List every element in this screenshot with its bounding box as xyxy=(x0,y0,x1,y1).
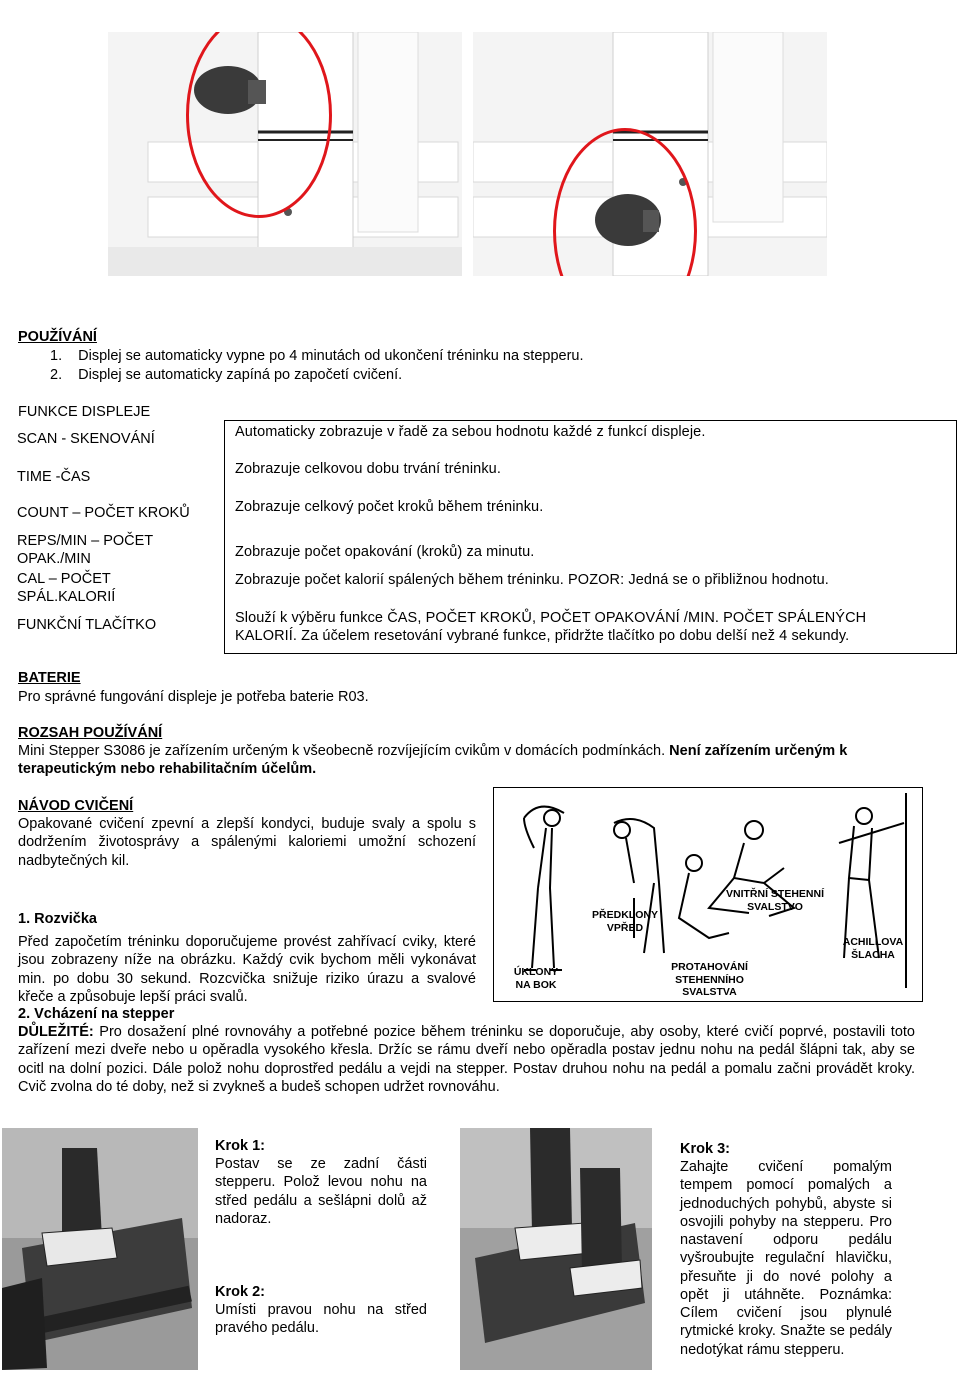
exercise-label-thigh-stretch-line2: SVALSTVA xyxy=(682,986,737,999)
usage-item-1-text: Displej se automaticky vypne po 4 minutách od ukončení tréninku na stepperu. xyxy=(78,348,584,364)
function-name-cal-line1: CAL – POČET xyxy=(17,571,111,587)
exercise-label-side-bend-line2: NA BOK xyxy=(515,978,557,991)
function-desc-cal: Zobrazuje počet kalorií spálených během tréninku. POZOR: Jedná se o přibližnou hodnotu. xyxy=(235,572,829,588)
step3-title: Krok 3: xyxy=(680,1141,730,1157)
battery-text: Pro správné fungování displeje je potřeba baterie R03. xyxy=(18,689,369,705)
function-name-time: TIME -ČAS xyxy=(17,469,91,485)
exercise-label-inner-thigh-line2: SVALSTVO xyxy=(747,900,803,913)
scope-text-bold: Není zařízením určeným k terapeutickým nebo rehabilitačním účelům. xyxy=(18,743,848,778)
scope-text-normal: Mini Stepper S3086 je zařízením určeným k všeobecně rozvíjejícím cvikům v domácích podmínkách. xyxy=(18,743,670,759)
step-photo-right-illustration xyxy=(460,1128,652,1370)
scope-heading: ROZSAH POUŽÍVÁNÍ xyxy=(18,725,163,741)
warmup-exercises-diagram xyxy=(493,787,923,1002)
function-name-button: FUNKČNÍ TLAČÍTKO xyxy=(17,617,157,633)
guide-heading: NÁVOD CVIČENÍ xyxy=(18,798,134,814)
step1-title: Krok 1: xyxy=(215,1138,265,1154)
exercise-label-inner-thigh-line1: VNITŘNÍ STEHENNÍ xyxy=(725,888,824,900)
exercise-label-forward-bend-line1: PŘEDKLONY xyxy=(592,909,658,921)
step-photo-right-pedal xyxy=(460,1128,652,1370)
functions-description-column xyxy=(224,420,957,654)
exercise-label-thigh-stretch xyxy=(637,961,782,999)
functions-name-column xyxy=(14,420,224,654)
step2-text: Umísti pravou nohu na střed pravého pedálu. xyxy=(215,1302,427,1337)
function-name-count: COUNT – POČET KROKŮ xyxy=(17,505,190,521)
step-photo-left-pedal xyxy=(2,1128,198,1370)
function-desc-time: Zobrazuje celkovou dobu trvání tréninku. xyxy=(235,461,501,477)
usage-item-1 xyxy=(50,347,584,365)
function-desc-button xyxy=(235,609,945,646)
function-desc-button-line1: Slouží k výběru funkce ČAS, POČET KROKŮ, POČET OPAKOVÁNÍ /MIN. POČET SPÁLENÝCH xyxy=(235,610,867,626)
warmup-text: Před započetím tréninku doporučujeme provést zahřívací cviky, které jsou zobrazeny níže na obrázku. Každý cvik bychom měli vykonávat min. po dobu 30 sekund. Rozcvička snižuje riziko úrazu a svalové křeče a způsobuje lepší práci svalů. xyxy=(18,934,476,1005)
mount-heading: 2. Vcházení na stepper xyxy=(18,1006,175,1022)
exercise-label-forward-bend-line2: VPŘED xyxy=(606,921,644,934)
warmup-heading: 1. Rozvička xyxy=(18,911,97,927)
usage-heading: POUŽÍVÁNÍ xyxy=(18,329,97,345)
function-desc-button-line2: KALORIÍ. Za účelem resetování vybrané funkce, přidržte tlačítko po dobu delší než 4 sekundy. xyxy=(235,628,850,645)
exercise-label-achilles-line1: ACHILLOVA xyxy=(842,936,904,948)
exercise-label-side-bend-line1: ÚKLONY xyxy=(513,966,559,978)
guide-text: Opakované cvičení zpevní a zlepší kondyci, buduje svaly a spolu s dodržením životosprávy a spálenými kaloriemi umožní schození nadbytečných kil. xyxy=(18,816,476,869)
scope-text xyxy=(18,742,918,779)
exercise-label-side-bend xyxy=(506,966,566,991)
mount-text-body: Pro dosažení plné rovnováhy a potřebné pozice během tréninku se doporučuje, aby osoby, které cvičí poprvé, postavili toto zařízení mezi dveře nebo u opěradla vysokého křesla. Držíc se rámu dveří nebo opěradla postav jednu nohu na pedál šlápni tak, aby se ocitl na dolní pozici. Dále polož nohu doprostřed pedálu a vejdi na stepper. Postav druhou nohu na pedál a pomalu začni provádět kroky. Cvič zvolna do té doby, než si zvykneš a budeš schopen udržet rovnováhu. xyxy=(18,1024,915,1095)
functions-table xyxy=(14,420,957,654)
step-photo-left-illustration xyxy=(2,1128,198,1370)
step2-title: Krok 2: xyxy=(215,1284,265,1300)
mount-important-label: DŮLEŽITÉ: xyxy=(18,1024,94,1040)
function-name-reps-line2: OPAK./MIN xyxy=(17,551,91,568)
function-desc-count: Zobrazuje celkový počet kroků během tréninku. xyxy=(235,499,544,515)
usage-item-2 xyxy=(50,366,402,384)
stepper-knob-photo-upper xyxy=(108,32,462,276)
functions-heading: FUNKCE DISPLEJE xyxy=(18,404,151,420)
mount-text xyxy=(18,1023,915,1096)
exercise-label-forward-bend xyxy=(590,909,660,934)
function-desc-reps: Zobrazuje počet opakování (kroků) za minutu. xyxy=(235,544,535,560)
usage-item-2-number: 2. xyxy=(50,367,63,383)
step3-text: Zahajte cvičení pomalým tempem pomocí pomalých a jednoduchých pohybů, abyste si osvojili pohyby na stepperu. Pro nastavení odporu pedálu vyšroubujte regulační hlavičku, přesuňte ji do nové polohy a opět ji utáhněte. Poznámka: Cílem cvičení jsou plynulé rytmické kroky. Snažte se pedály nedotýkat rámu stepperu. xyxy=(680,1159,892,1358)
stepper-knob-photo-lower xyxy=(473,32,827,276)
function-name-reps xyxy=(17,532,217,569)
usage-item-1-number: 1. xyxy=(50,348,63,364)
usage-item-2-text: Displej se automaticky zapíná po započetí cvičení. xyxy=(78,367,403,383)
step1-text: Postav se ze zadní části stepperu. Polož levou nohu na střed pedálu a sešlápni dolů až nadoraz. xyxy=(215,1156,427,1227)
function-desc-scan: Automaticky zobrazuje v řadě za sebou hodnotu každé z funkcí displeje. xyxy=(235,424,706,440)
exercise-label-inner-thigh xyxy=(720,888,830,913)
function-name-cal-line2: SPÁL.KALORIÍ xyxy=(17,589,116,606)
function-name-cal xyxy=(17,570,217,607)
exercise-label-thigh-stretch-line1: PROTAHOVÁNÍ STEHENNÍHO xyxy=(671,961,748,986)
exercise-label-achilles xyxy=(840,936,906,961)
function-name-reps-line1: REPS/MIN – POČET xyxy=(17,533,154,549)
exercise-label-achilles-line2: ŠLACHA xyxy=(851,948,895,961)
function-name-scan: SCAN - SKENOVÁNÍ xyxy=(17,431,155,447)
battery-heading: BATERIE xyxy=(18,670,81,686)
